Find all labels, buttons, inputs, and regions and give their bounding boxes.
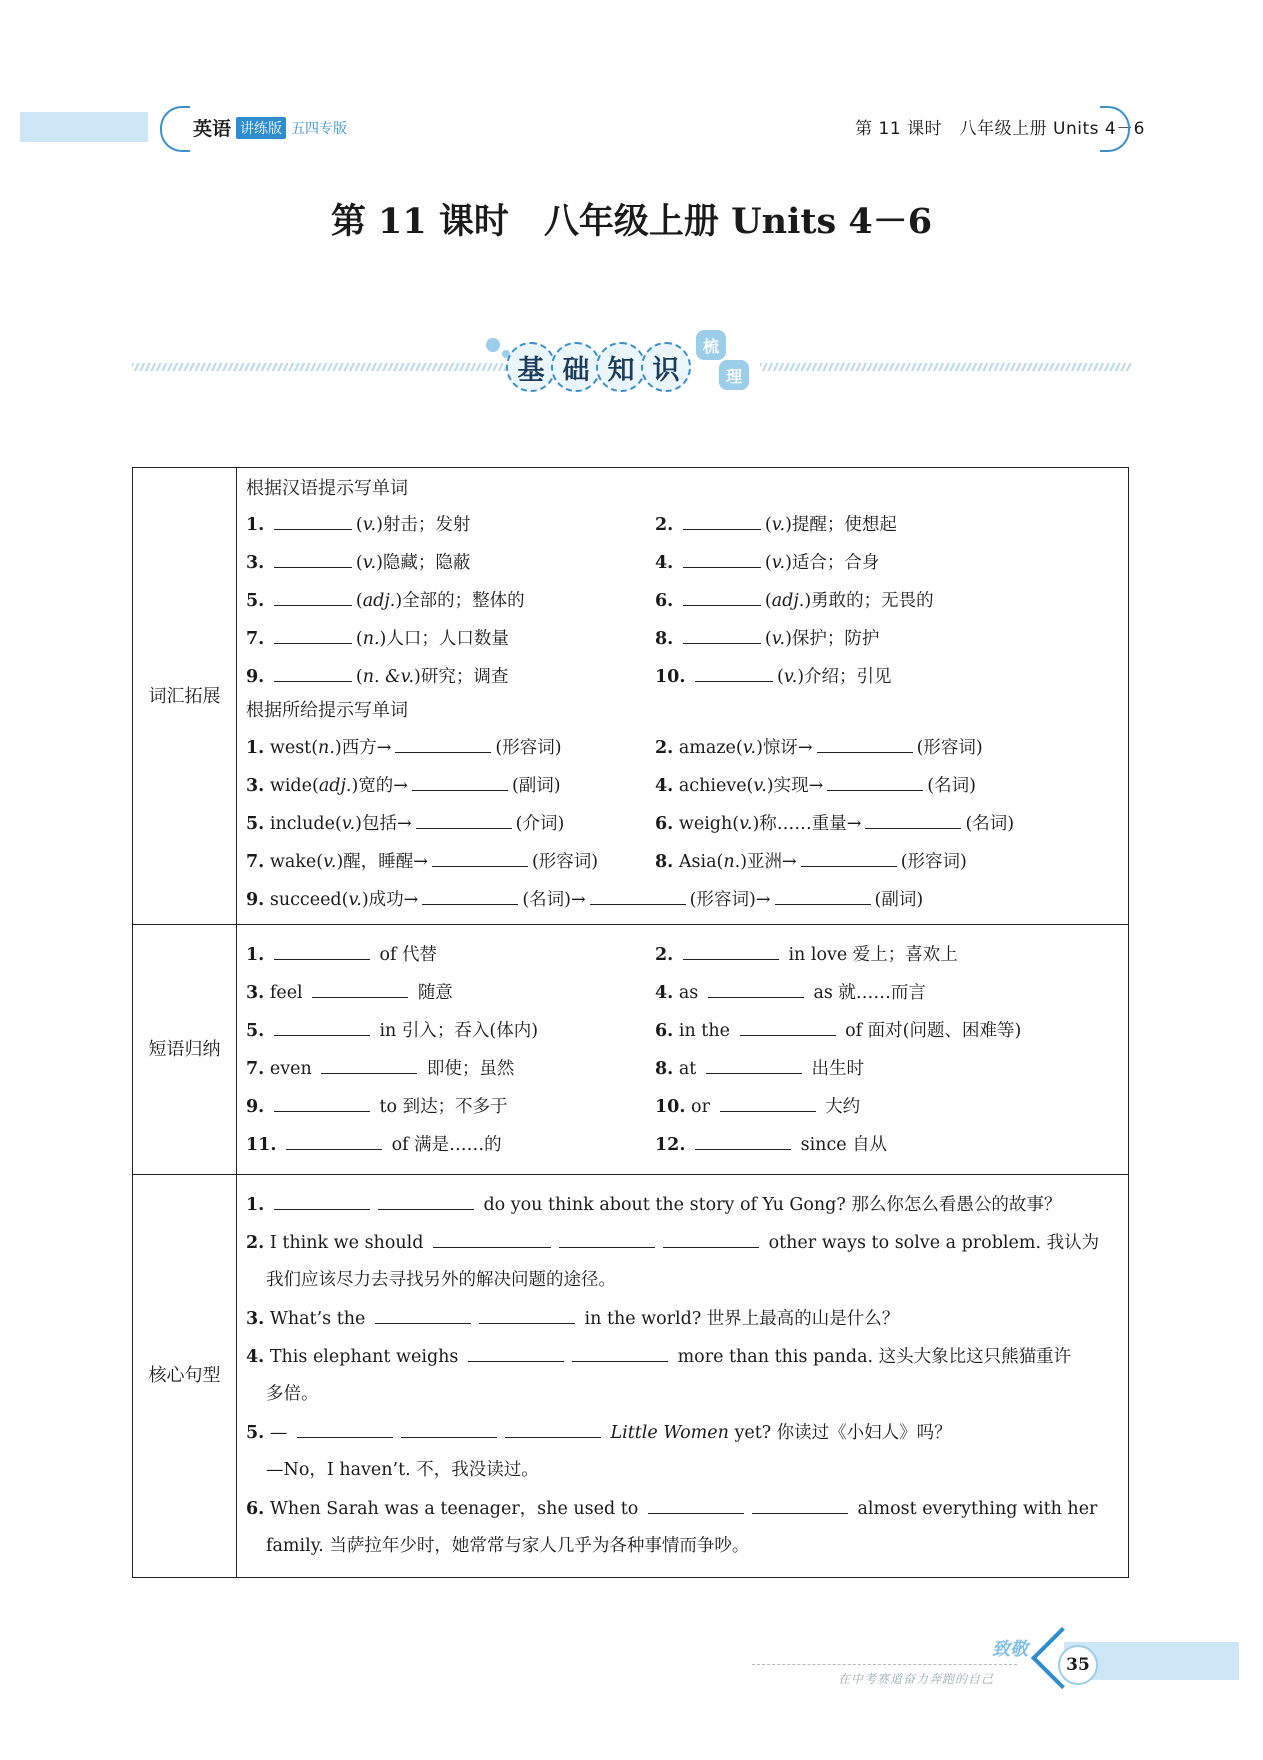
vocab1-item: 8. (v.)保护；防护: [655, 625, 879, 652]
vocab1-item: 7. (n.)人口；人口数量: [246, 625, 509, 652]
vocab1-item: 9. (n. &v.)研究；调查: [246, 663, 508, 690]
vocab-heading-2: 根据所给提示写单词: [246, 700, 408, 721]
knowledge-table: [132, 467, 1129, 1578]
vocab-heading-1: 根据汉语提示写单词: [246, 478, 408, 499]
phrase-item: 2. in love 爱上；喜欢上: [655, 941, 958, 968]
banner-char: 础: [551, 342, 601, 392]
banner-tag: 梳: [696, 330, 726, 360]
edition-badge: 讲练版: [236, 117, 286, 139]
phrase-item: 3. feel 随意: [246, 979, 453, 1006]
vocab1-item: 3. (v.)隐藏；隐蔽: [246, 549, 470, 576]
phrase-item: 10. or 大约: [655, 1093, 860, 1120]
vocab2-item: 5. include(v.)包括→ (介词): [246, 810, 564, 837]
section-banner: [506, 336, 756, 400]
footer-divider: [752, 1664, 1017, 1665]
sentence-continuation: 我们应该尽力去寻找另外的解决问题的途径。: [266, 1270, 616, 1290]
sentence-continuation: family. 当萨拉年少时，她常常与家人几乎为各种事情而争吵。: [266, 1536, 750, 1556]
sentence-continuation: 多倍。: [266, 1384, 319, 1404]
vocab1-item: 1. (v.)射击；发射: [246, 511, 470, 538]
vocab1-item: 10. (v.)介绍；引见: [655, 663, 892, 690]
vocab2-item: 3. wide(adj.)宽的→ (副词): [246, 772, 561, 799]
phrase-item: 1. of 代替: [246, 941, 437, 968]
banner-char: 识: [641, 342, 691, 392]
vocab2-item: 7. wake(v.)醒，睡醒→ (形容词): [246, 848, 598, 875]
table-divider: [236, 468, 237, 1577]
phrase-item: 12. since 自从: [655, 1131, 887, 1158]
table-divider: [133, 1174, 1128, 1175]
vocab2-item: 8. Asia(n.)亚洲→ (形容词): [655, 848, 967, 875]
sentence-continuation: —No，I haven’t. 不，我没读过。: [266, 1460, 539, 1480]
phrase-item: 7. even 即使；虽然: [246, 1055, 514, 1082]
phrase-item: 11. of 满是……的: [246, 1131, 502, 1158]
table-divider: [133, 924, 1128, 925]
vocab1-item: 6. (adj.)勇敢的；无畏的: [655, 587, 934, 614]
vocab2-item: 1. west(n.)西方→ (形容词): [246, 734, 562, 761]
vocab2-item: 2. amaze(v.)惊讶→ (形容词): [655, 734, 983, 761]
row-label-sentences: 核心句型: [148, 1365, 221, 1386]
banner-line-left: [132, 363, 506, 371]
banner-char: 知: [596, 342, 646, 392]
banner-char: 基: [506, 342, 556, 392]
banner-line-right: [760, 363, 1132, 371]
sentence-item: 3. What’s the in the world? 世界上最高的山是什么？: [246, 1305, 899, 1332]
sentence-item: 1. do you think about the story of Yu Gong? 那么你怎么看愚公的故事？: [246, 1191, 1061, 1218]
page-title: 第 11 课时 八年级上册 Units 4－6: [330, 201, 933, 242]
row-label-phrases: 短语归纳: [148, 1039, 221, 1060]
vocab2-item: 4. achieve(v.)实现→ (名词): [655, 772, 976, 799]
edition-label: 五四专版: [291, 120, 348, 137]
footer-brand: 致敬: [992, 1639, 1028, 1660]
header-arc-left: [160, 106, 190, 152]
phrase-item: 4. as as 就……而言: [655, 979, 926, 1006]
vocab1-item: 2. (v.)提醒；使想起: [655, 511, 897, 538]
phrase-item: 6. in the of 面对(问题、困难等): [655, 1017, 1021, 1044]
sentence-item: 6. When Sarah was a teenager，she used to almost everything with her: [246, 1495, 1097, 1522]
header-left: [193, 114, 347, 141]
header-arc-right: [1100, 106, 1130, 152]
page-number: 35: [1058, 1645, 1098, 1685]
vocab2-item: 6. weigh(v.)称……重量→ (名词): [655, 810, 1014, 837]
sentence-item: 4. This elephant weighs more than this panda. 这头大象比这只熊猫重许: [246, 1343, 1071, 1370]
banner-tag: 理: [719, 360, 749, 390]
header-lesson-label: 第 11 课时 八年级上册 Units 4－6: [855, 119, 1145, 139]
subject-label: 英语: [193, 118, 232, 140]
sentence-item: 2. I think we should other ways to solve a problem. 我认为: [246, 1229, 1099, 1256]
phrase-item: 9. to 到达；不多于: [246, 1093, 508, 1120]
banner-dot: [486, 338, 500, 352]
phrase-item: 5. in 引入；吞入(体内): [246, 1017, 538, 1044]
row-label-vocab: 词汇拓展: [148, 686, 221, 707]
vocab1-item: 4. (v.)适合；合身: [655, 549, 879, 576]
phrase-item: 8. at 出生时: [655, 1055, 864, 1082]
header-decor-bar: [20, 112, 148, 142]
vocab2-item: 9. succeed(v.)成功→ (名词)→ (形容词)→ (副词): [246, 886, 923, 913]
vocab1-item: 5. (adj.)全部的；整体的: [246, 587, 525, 614]
sentence-item: 5. — Little Women yet? 你读过《小妇人》吗？: [246, 1419, 952, 1446]
footer-motto: 在中考赛道奋力奔跑的自己: [838, 1672, 995, 1686]
